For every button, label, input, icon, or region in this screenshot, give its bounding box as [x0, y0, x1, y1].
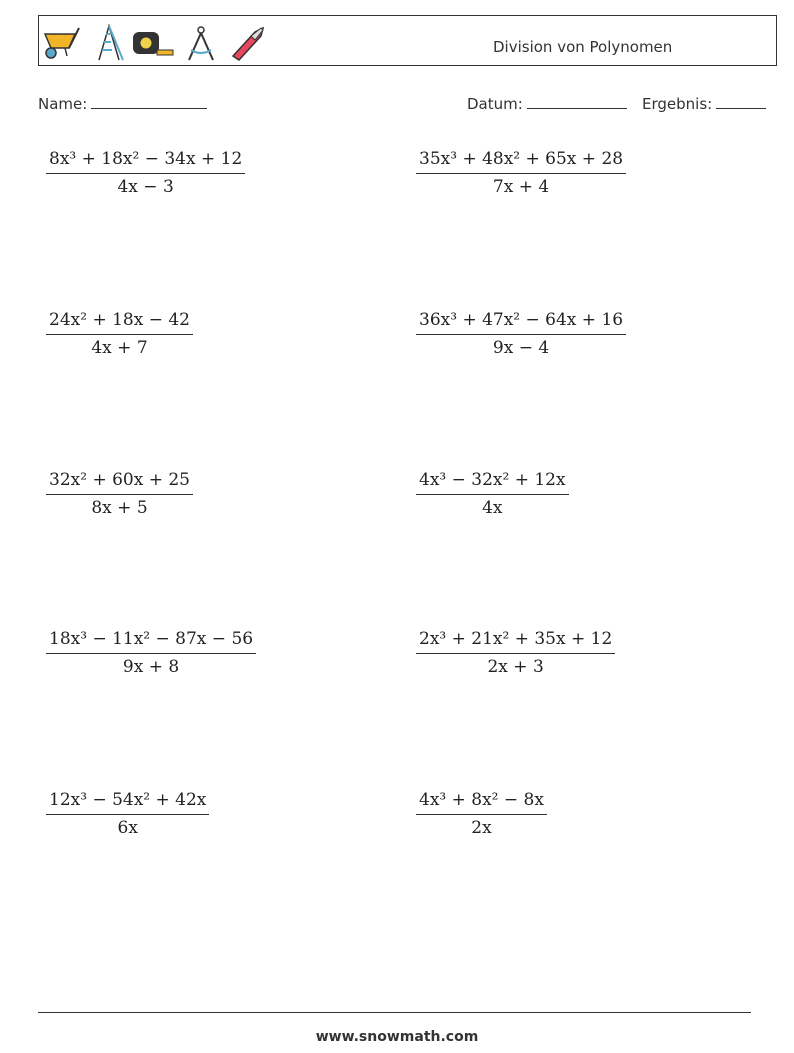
- problem-10: [416, 789, 547, 839]
- name-label: Name:: [38, 95, 88, 113]
- denominator: 9x + 8: [122, 657, 180, 677]
- ladder-icon: [91, 22, 131, 62]
- numerator: 18x³ − 11x² − 87x − 56: [46, 628, 256, 654]
- problem-6: [416, 469, 569, 519]
- name-field: [38, 94, 207, 113]
- denominator: 4x: [482, 498, 503, 518]
- date-blank[interactable]: [527, 94, 627, 109]
- denominator: 4x − 3: [117, 177, 174, 197]
- problem-1: [46, 148, 245, 198]
- denominator: 2x + 3: [487, 657, 544, 677]
- footer-divider: [38, 1012, 751, 1013]
- numerator: 36x³ + 47x² − 64x + 16: [416, 309, 626, 335]
- problem-2: [416, 148, 626, 198]
- denominator: 4x + 7: [91, 338, 148, 358]
- numerator: 8x³ + 18x² − 34x + 12: [46, 148, 245, 174]
- result-blank[interactable]: [716, 94, 766, 109]
- numerator: 32x² + 60x + 25: [46, 469, 193, 495]
- problem-4: [416, 309, 626, 359]
- numerator: 24x² + 18x − 42: [46, 309, 193, 335]
- footer-url[interactable]: www.snowmath.com: [315, 1029, 479, 1045]
- problem-3: [46, 309, 193, 359]
- denominator: 9x − 4: [492, 338, 550, 358]
- header-box: [38, 15, 777, 66]
- denominator: 2x: [471, 818, 492, 838]
- denominator: 7x + 4: [492, 177, 550, 197]
- numerator: 4x³ + 8x² − 8x: [416, 789, 547, 815]
- problem-9: [46, 789, 209, 839]
- problem-8: [416, 628, 615, 678]
- result-field: [642, 94, 766, 113]
- problem-5: [46, 469, 193, 519]
- result-label: Ergebnis:: [642, 95, 713, 113]
- problem-7: [46, 628, 256, 678]
- page-title: Division von Polynomen: [493, 38, 673, 56]
- denominator: 6x: [117, 818, 138, 838]
- numerator: 35x³ + 48x² + 65x + 28: [416, 148, 626, 174]
- date-field: [467, 94, 627, 113]
- saw-icon: [227, 22, 267, 62]
- denominator: 8x + 5: [91, 498, 148, 518]
- wheelbarrow-icon: [41, 22, 81, 62]
- tape-measure-icon: [131, 22, 175, 62]
- numerator: 4x³ − 32x² + 12x: [416, 469, 569, 495]
- date-label: Datum:: [467, 95, 523, 113]
- compass-icon: [181, 22, 221, 62]
- name-blank[interactable]: [91, 94, 207, 109]
- numerator: 12x³ − 54x² + 42x: [46, 789, 209, 815]
- numerator: 2x³ + 21x² + 35x + 12: [416, 628, 615, 654]
